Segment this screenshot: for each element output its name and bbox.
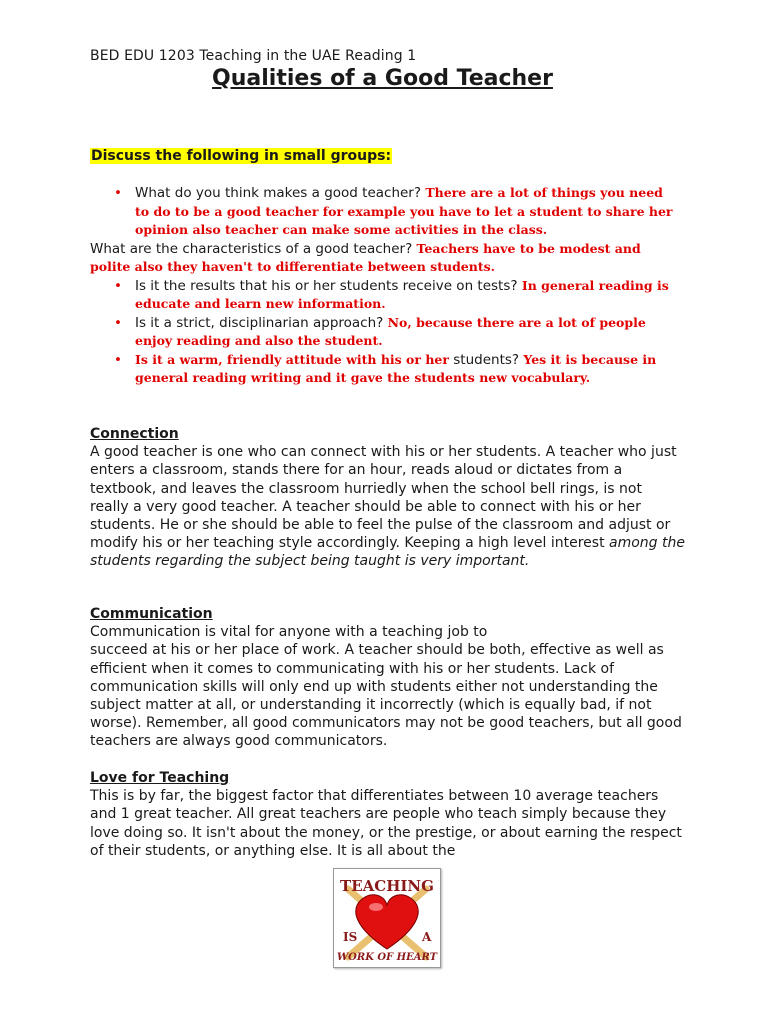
question-text: Is it a strict, disciplinarian approach? <box>135 314 384 331</box>
section-body: This is by far, the biggest factor that differentiates between 10 average teachers and 1 great teacher. All great teachers are people who teach simply because they love doing so. It isn't about the money, or the prestige, or about earning the respect of their students, or anything else. It is all about the <box>90 788 682 859</box>
discussion-questions <box>90 184 680 388</box>
answer-text: There are a lot of things you need to do to be a good teacher for example you have to let a student to share her opinion also teacher can make some activities in the class. <box>135 185 673 237</box>
list-item <box>90 277 680 314</box>
bullet-icon: • <box>114 277 122 294</box>
course-header: BED EDU 1203 Teaching in the UAE Reading 1 <box>90 48 417 64</box>
body-text: A good teacher is one who can connect with his or her students. A teacher who just enters a classroom, stands there for an hour, reads aloud or dictates from a textbook, and leaves the classroom hurriedly when the school bell rings, is not really a very good teacher. A teacher should be able to connect with his or her students. He or she should be able to feel the pulse of the classroom and adjust or modify his or her teaching style accordingly. Keeping a high level interest <box>90 444 677 552</box>
body-text: succeed at his or her place of work. A teacher should be both, effective as well as efficient when it comes to communicating with his or her students. Lack of communication skills will only end up with students either not understanding the subject matter at all, or understanding it incorrectly (which is equally bad, if not worse). Remember, all good communicators may not be good teachers, but all good teachers are always good communicators. <box>90 642 682 750</box>
question-text: What do you think makes a good teacher? <box>135 185 422 201</box>
section-heading: Connection <box>90 426 179 442</box>
answer-text: In general reading is educate and learn new information. <box>135 277 669 311</box>
section-heading: Love for Teaching <box>90 770 230 786</box>
list-item <box>90 184 680 240</box>
question-text: What are the characteristics of a good teacher? <box>90 240 413 257</box>
answer-text: No, because there are a lot of people enjoy reading and also the student. <box>135 314 646 348</box>
section-body <box>90 623 685 750</box>
section-body <box>90 443 685 570</box>
bullet-icon: • <box>114 185 122 201</box>
question-text: Is it the results that his or her students receive on tests? <box>135 277 518 294</box>
list-item <box>90 240 680 277</box>
list-item <box>90 314 680 351</box>
heart-icon <box>334 869 440 967</box>
section-communication <box>90 605 685 751</box>
section-connection <box>90 425 685 571</box>
answer-text: Teachers have to be modest and polite also they haven't to differentiate between students. <box>90 240 641 274</box>
page-title: Qualities of a Good Teacher <box>212 66 553 91</box>
body-text: Communication is vital for anyone with a teaching job to <box>90 624 488 641</box>
svg-text:IS: IS <box>343 930 358 944</box>
svg-text:WORK OF HEART: WORK OF HEART <box>336 952 438 963</box>
list-item <box>90 351 680 388</box>
svg-text:A: A <box>422 930 432 944</box>
bullet-icon: • <box>114 314 122 331</box>
question-text: students? <box>453 351 520 368</box>
section-love-for-teaching <box>90 769 685 860</box>
question-text-highlighted: Is it a warm, friendly attitude with his or her <box>135 351 449 367</box>
section-heading: Communication <box>90 606 213 622</box>
discussion-heading: Discuss the following in small groups: <box>91 148 392 164</box>
teaching-poster-image <box>333 868 441 968</box>
answer-text: Yes it is because in general reading writing and it gave the students new vocabulary. <box>135 351 657 385</box>
bullet-icon: • <box>114 351 122 368</box>
svg-text:TEACHING: TEACHING <box>340 877 434 895</box>
body-text-italic: among the students regarding the subject being taught is very important. <box>90 535 685 570</box>
